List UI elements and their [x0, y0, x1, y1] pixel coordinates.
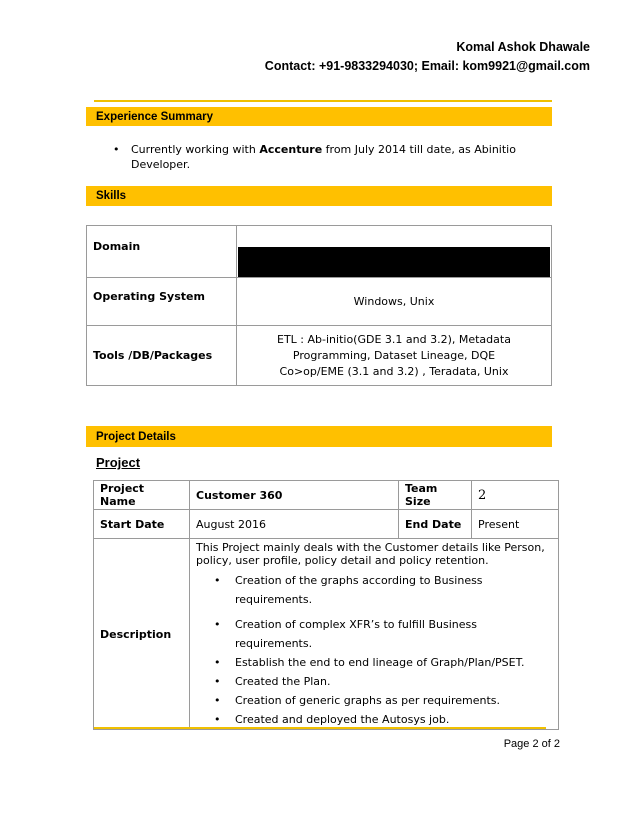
- skills-table: [86, 225, 552, 386]
- skills-row-os: [87, 278, 552, 326]
- list-item: • Creation of generic graphs as per requirements.: [196, 691, 552, 710]
- experience-line-1: Currently working with Accenture from July 2014 till date, as Abinitio: [131, 143, 516, 156]
- description-label: Description: [94, 539, 190, 730]
- project-table: [93, 480, 559, 730]
- domain-value-redacted: [237, 226, 552, 278]
- section-heading-skills: Skills: [96, 190, 127, 202]
- list-item: • Created and deployed the Autosys job.: [196, 710, 552, 729]
- list-item: • Creation of complex XFR’s to fulfill Business requirements.: [196, 615, 552, 653]
- section-heading-project: Project Details: [96, 431, 176, 443]
- project-row-description: [94, 539, 559, 730]
- header-rule: [94, 100, 552, 102]
- candidate-name: Komal Ashok Dhawale: [456, 40, 590, 54]
- project-row-dates: [94, 510, 559, 539]
- start-date-value: August 2016: [190, 510, 399, 539]
- company-name: Accenture: [259, 143, 323, 156]
- start-date-label: Start Date: [94, 510, 190, 539]
- tools-value: ETL : Ab-initio(GDE 3.1 and 3.2), Metadata Programming, Dataset Lineage, DQE Co>op/EME (3.1 and 3.2) , Teradata, Unix: [237, 326, 552, 386]
- list-item: • Establish the end to end lineage of Graph/Plan/PSET.: [196, 653, 552, 672]
- project-name-label: Project Name: [94, 481, 190, 510]
- list-item: • Created the Plan.: [196, 672, 552, 691]
- skills-row-tools: [87, 326, 552, 386]
- skills-row-domain: [87, 226, 552, 278]
- page-number: Page 2 of 2: [503, 738, 560, 750]
- project-name-value: Customer 360: [190, 481, 399, 510]
- end-date-label: End Date: [399, 510, 472, 539]
- project-subheading: Project: [96, 455, 141, 470]
- redaction-block: [238, 247, 550, 277]
- project-row-name: [94, 481, 559, 510]
- domain-label: Domain: [87, 226, 237, 278]
- section-heading-experience: Experience Summary: [96, 111, 213, 123]
- section-bar-experience: [86, 107, 552, 126]
- team-size-value: 2: [472, 481, 559, 510]
- section-bar-project: [86, 426, 552, 447]
- tools-label: Tools /DB/Packages: [87, 326, 237, 386]
- section-bar-skills: [86, 186, 552, 206]
- bullet-dot: •: [113, 143, 120, 156]
- team-size-label: Team Size: [399, 481, 472, 510]
- description-bullets: [196, 571, 552, 729]
- footer-rule: [94, 727, 546, 729]
- description-body: This Project mainly deals with the Customer details like Person, policy, user profile, policy detail and policy retention. • Creation of the graphs according to Business requirements. • Creation of complex XFR’s to fulfill Business requirements. • Establish the end to end lineage of Graph/Plan/PSET. • Created the Plan. • Creation of generic graphs as per requirements. • Created and deployed the Autosys job.: [190, 539, 559, 730]
- os-value: Windows, Unix: [237, 278, 552, 326]
- experience-line-2: Developer.: [131, 158, 191, 171]
- os-label: Operating System: [87, 278, 237, 326]
- end-date-value: Present: [472, 510, 559, 539]
- list-item: • Creation of the graphs according to Business requirements.: [196, 571, 552, 609]
- contact-line: Contact: +91-9833294030; Email: kom9921@gmail.com: [264, 59, 590, 73]
